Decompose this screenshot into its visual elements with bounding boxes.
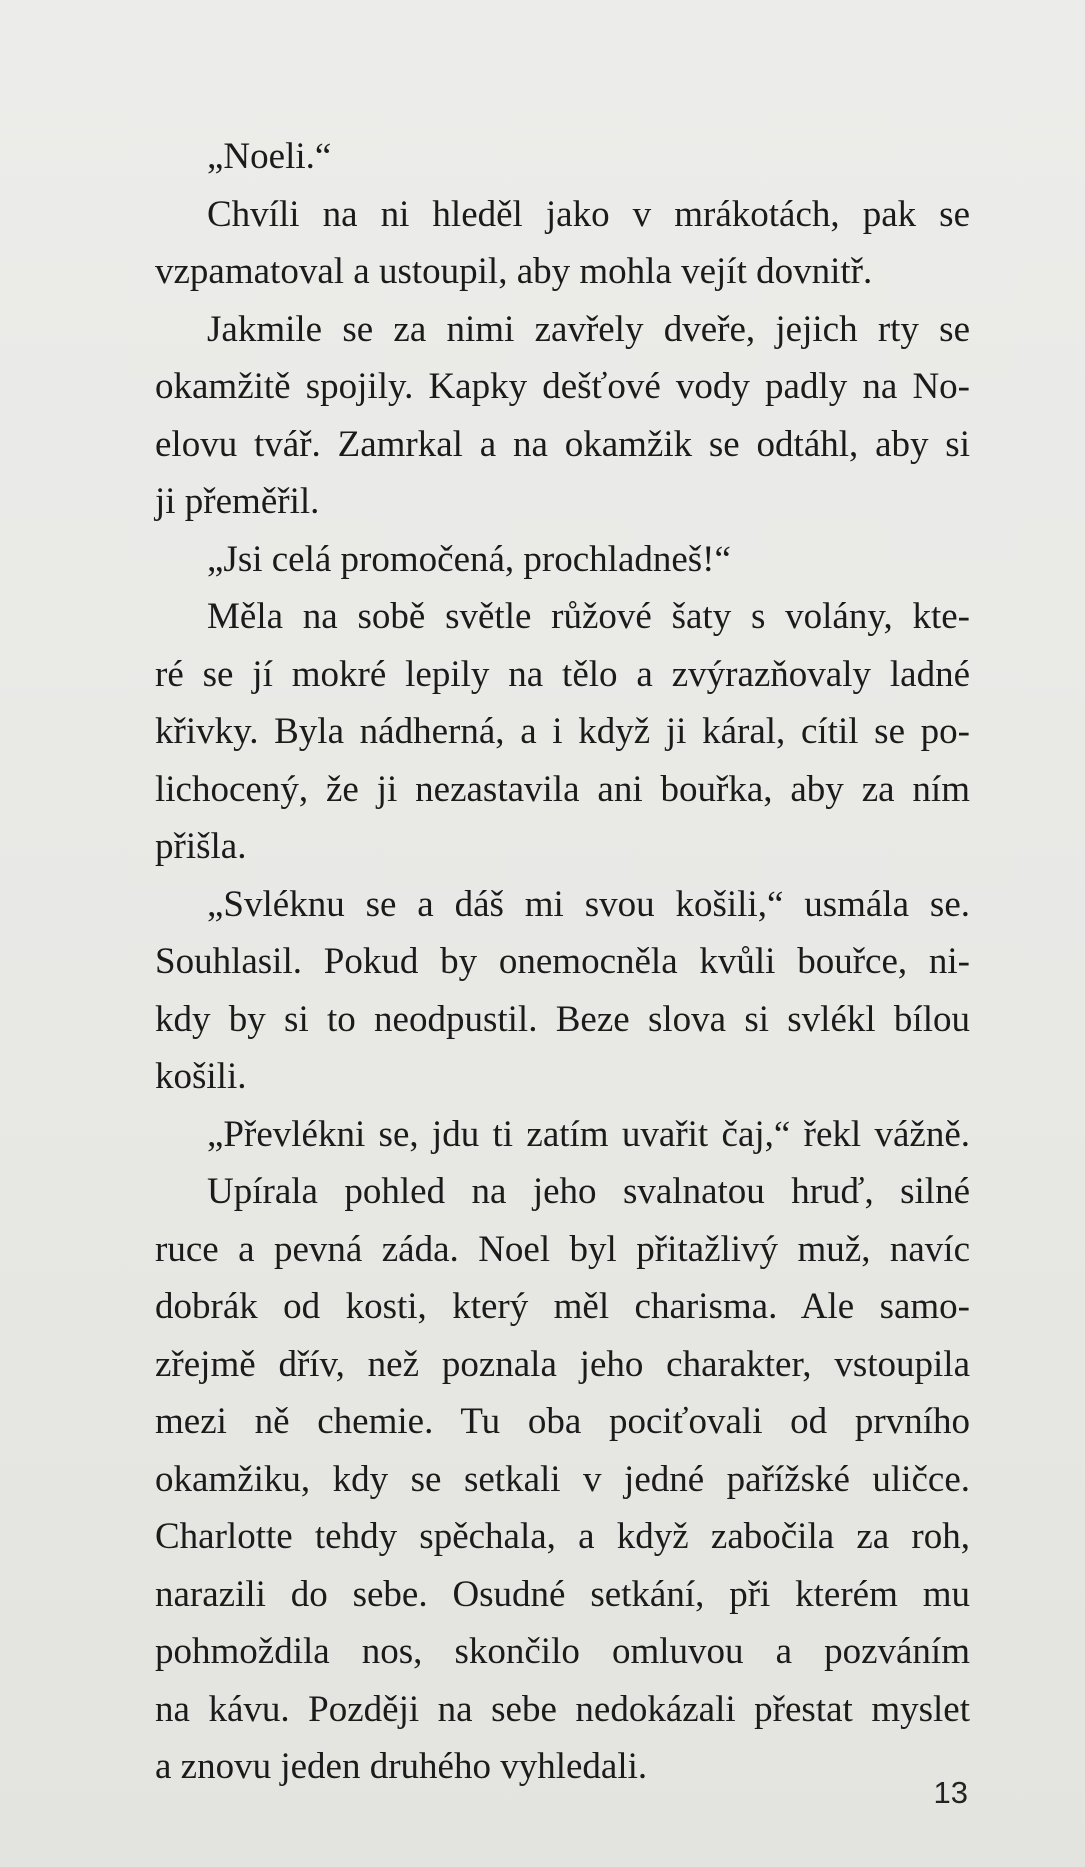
text-line: a znovu jeden druhého vyhledali. [155, 1746, 648, 1787]
text-line: elovu tvář. Zamrkal a na okamžik se odtáhl, aby si [155, 423, 970, 465]
text-line: košili. [155, 1056, 247, 1097]
text-line: mezi ně chemie. Tu oba pociťovali od prvního [155, 1401, 970, 1442]
text-line: Jakmile se za nimi zavřely dveře, jejich rty se [207, 308, 970, 350]
text-line: lichocený, že ji nezastavila ani bouřka, aby za ním [155, 768, 970, 810]
text-line: narazili do sebe. Osudné setkání, při kterém mu [155, 1573, 970, 1615]
text-line: „Noeli.“ [207, 136, 332, 177]
text-line: ruce a pevná záda. Noel byl přitažlivý muž, navíc [155, 1228, 970, 1270]
text-line: Charlotte tehdy spěchala, a když zabočila za roh, [155, 1516, 970, 1557]
text-line: Upírala pohled na jeho svalnatou hruď, silné [207, 1171, 970, 1212]
text-line: vzpamatoval a ustoupil, aby mohla vejít dovnitř. [155, 251, 873, 292]
text-line: ré se jí mokré lepily na tělo a zvýrazňovaly ladné [155, 653, 970, 695]
text-line: Měla na sobě světle růžové šaty s volány, kte- [207, 596, 970, 637]
text-line: Souhlasil. Pokud by onemocněla kvůli bouřce, ni- [155, 941, 970, 982]
text-line: „Jsi celá promočená, prochladneš!“ [207, 538, 731, 580]
text-line: křivky. Byla nádherná, a i když ji káral, cítil se po- [155, 711, 970, 752]
text-line: na kávu. Později na sebe nedokázali přestat myslet [155, 1688, 970, 1730]
text-line: Chvíli na ni hleděl jako v mrákotách, pak se [207, 193, 970, 235]
text-line: okamžiku, kdy se setkali v jedné pařížské uličce. [155, 1458, 970, 1500]
text-line: zřejmě dřív, než poznala jeho charakter, vstoupila [155, 1343, 970, 1385]
text-line: „Svléknu se a dáš mi svou košili,“ usmála se. [207, 883, 970, 925]
body-text [155, 128, 970, 1796]
page-number: 13 [933, 1775, 968, 1810]
text-line: dobrák od kosti, který měl charisma. Ale samo- [155, 1286, 970, 1327]
text-line: ji přeměřil. [155, 481, 320, 522]
text-line: přišla. [155, 826, 247, 867]
text-line: pohmoždila nos, skončilo omluvou a pozváním [155, 1631, 970, 1672]
text-line: okamžitě spojily. Kapky dešťové vody padly na No- [155, 366, 970, 407]
text-line: „Převlékni se, jdu ti zatím uvařit čaj,“ řekl vážně. [207, 1113, 970, 1155]
text-line: kdy by si to neodpustil. Beze slova si svlékl bílou [155, 998, 970, 1040]
